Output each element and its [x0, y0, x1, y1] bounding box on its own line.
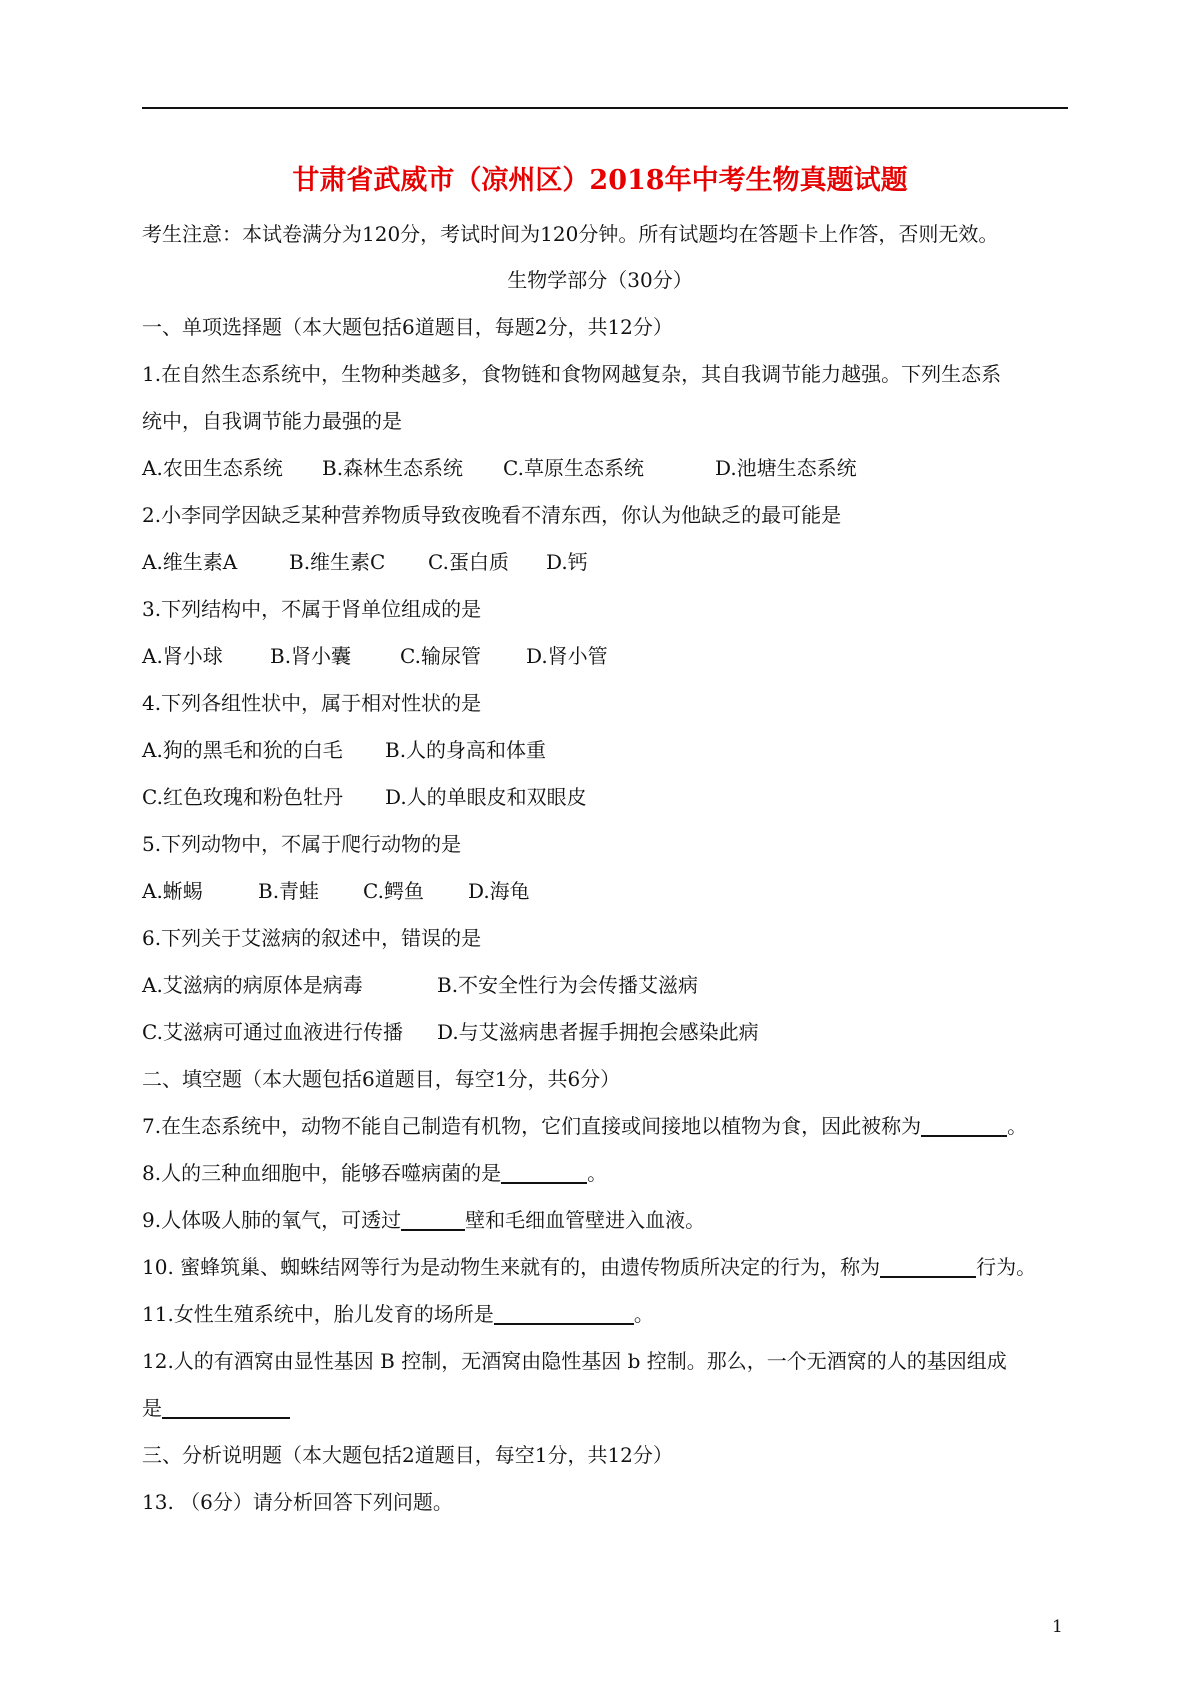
question-2-options	[142, 548, 588, 576]
question-10	[142, 1253, 1036, 1281]
question-6-options-row-2	[142, 1018, 759, 1046]
question-9-end: 壁和毛细血管壁进入血液。	[465, 1208, 706, 1232]
question-4-options-row-2	[142, 783, 587, 811]
answer-blank	[501, 1162, 587, 1184]
part-heading: 生物学部分（30分）	[507, 268, 693, 292]
answer-blank	[921, 1115, 1007, 1137]
option-a: A.蜥蜴	[142, 879, 203, 903]
option-b: B.肾小囊	[270, 644, 352, 668]
option-a: A.维生素A	[142, 550, 238, 574]
question-5-options	[142, 877, 530, 905]
section-heading-choice: 一、单项选择题（本大题包括6道题目，每题2分，共12分）	[142, 315, 673, 339]
header-rule	[142, 107, 1068, 109]
question-8-end: 。	[587, 1161, 608, 1185]
option-c: C.草原生态系统	[503, 456, 644, 480]
option-b: B.森林生态系统	[322, 456, 464, 480]
option-a: A.肾小球	[142, 644, 223, 668]
question-9	[142, 1206, 705, 1234]
question-5: 5.下列动物中，不属于爬行动物的是	[142, 832, 462, 856]
question-1-options	[142, 454, 857, 482]
option-c: C.鳄鱼	[363, 879, 424, 903]
question-12-text: 是	[142, 1396, 162, 1420]
option-d: D.池塘生态系统	[715, 456, 857, 480]
question-12-line-2	[142, 1394, 290, 1422]
question-7	[142, 1112, 1027, 1140]
question-3-options	[142, 642, 608, 670]
answer-blank	[494, 1303, 634, 1325]
question-11-end: 。	[633, 1302, 654, 1326]
option-c: C.蛋白质	[428, 550, 509, 574]
question-2: 2.小李同学因缺乏某种营养物质导致夜晚看不清东西，你认为他缺乏的最可能是	[142, 503, 842, 527]
question-10-end: 行为。	[976, 1255, 1037, 1279]
question-6-options-row-1	[142, 971, 698, 999]
question-7-text: 7.在生态系统中，动物不能自己制造有机物，它们直接或间接地以植物为食，因此被称为	[142, 1114, 922, 1138]
option-d: D.肾小管	[526, 644, 608, 668]
option-c: C.艾滋病可通过血液进行传播	[142, 1020, 403, 1044]
question-8	[142, 1159, 607, 1187]
section-heading-analysis: 三、分析说明题（本大题包括2道题目，每空1分，共12分）	[142, 1443, 673, 1467]
answer-blank	[162, 1397, 290, 1419]
answer-blank	[880, 1256, 976, 1278]
option-b: B.维生素C	[289, 550, 386, 574]
page-title: 甘肃省武威市（凉州区）2018年中考生物真题试题	[292, 165, 908, 196]
question-10-text: 10. 蜜蜂筑巢、蜘蛛结网等行为是动物生来就有的，由遗传物质所决定的行为，称为	[142, 1255, 881, 1279]
option-c: C.红色玫瑰和粉色牡丹	[142, 785, 343, 809]
page-number: 1	[1052, 1617, 1063, 1637]
question-12-line-1: 12.人的有酒窝由显性基因 B 控制，无酒窝由隐性基因 b 控制。那么，一个无酒窝的人的基因组成	[142, 1349, 1007, 1373]
option-b: B.人的身高和体重	[385, 738, 547, 762]
question-6: 6.下列关于艾滋病的叙述中，错误的是	[142, 926, 482, 950]
question-13: 13. （6分）请分析回答下列问题。	[142, 1490, 453, 1514]
option-d: D.海龟	[468, 879, 530, 903]
question-1-line-2: 统中，自我调节能力最强的是	[142, 409, 402, 433]
question-9-text: 9.人体吸人肺的氧气，可透过	[142, 1208, 402, 1232]
option-d: D.钙	[546, 550, 588, 574]
question-8-text: 8.人的三种血细胞中，能够吞噬病菌的是	[142, 1161, 502, 1185]
question-11-text: 11.女性生殖系统中，胎儿发育的场所是	[142, 1302, 494, 1326]
question-4: 4.下列各组性状中，属于相对性状的是	[142, 691, 482, 715]
question-4-options-row-1	[142, 736, 546, 764]
option-a: A.狗的黑毛和狁的白毛	[142, 738, 343, 762]
question-1-line-1: 1.在自然生态系统中，生物种类越多，食物链和食物网越复杂，其自我调节能力越强。下列生态系	[142, 362, 1002, 386]
option-d: D.人的单眼皮和双眼皮	[385, 785, 587, 809]
question-11	[142, 1300, 654, 1328]
section-heading-fill-in: 二、填空题（本大题包括6道题目，每空1分，共6分）	[142, 1067, 621, 1091]
option-b: B.不安全性行为会传播艾滋病	[437, 973, 699, 997]
option-c: C.输尿管	[400, 644, 481, 668]
exam-notice: 考生注意：本试卷满分为120分，考试时间为120分钟。所有试题均在答题卡上作答，否则无效。	[142, 222, 999, 246]
option-d: D.与艾滋病患者握手拥抱会感染此病	[437, 1020, 759, 1044]
option-a: A.艾滋病的病原体是病毒	[142, 973, 363, 997]
option-b: B.青蛙	[258, 879, 320, 903]
answer-blank	[401, 1209, 465, 1231]
question-7-end: 。	[1007, 1114, 1028, 1138]
question-3: 3.下列结构中，不属于肾单位组成的是	[142, 597, 482, 621]
option-a: A.农田生态系统	[142, 456, 283, 480]
